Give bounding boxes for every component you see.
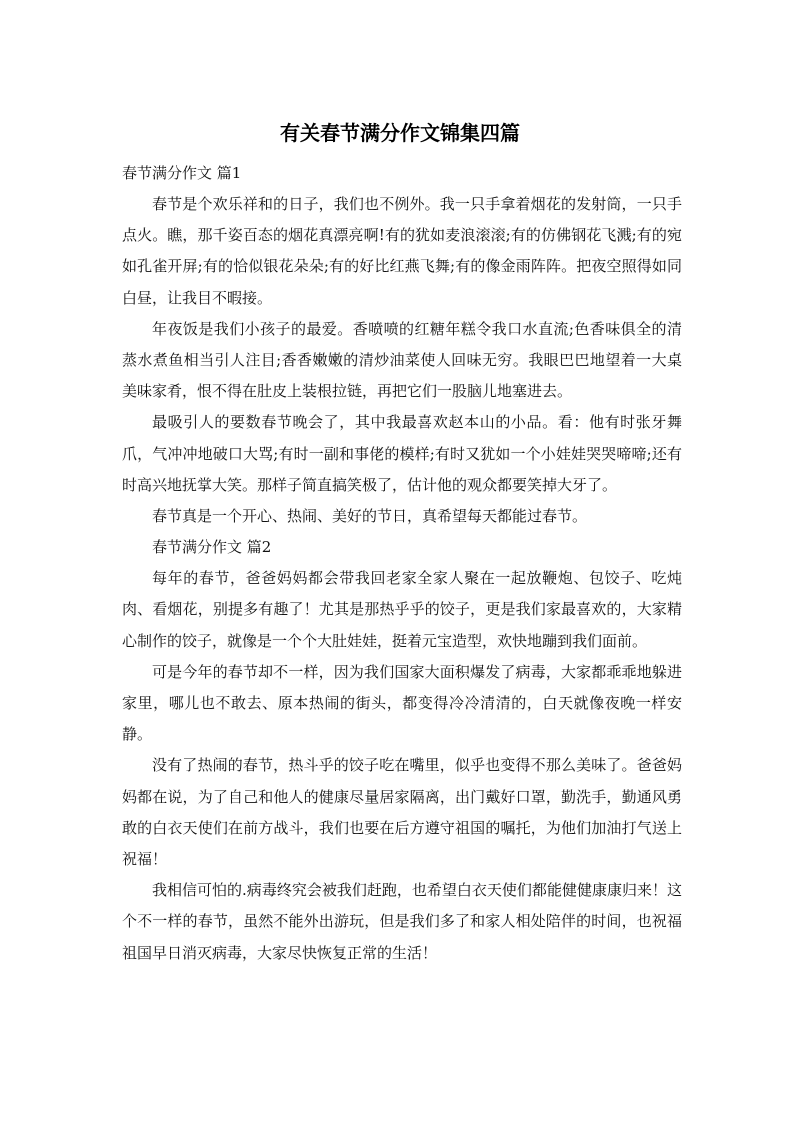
paragraph: 年夜饭是我们小孩子的最爱。香喷喷的红糖年糕令我口水直流;色香味俱全的清蒸水煮鱼相当引人注目;香香嫩嫩的清炒油菜使人回味无穷。我眼巴巴地望着一大桌美味家肴，恨不得在肚皮上装根拉链，再把它们一股脑儿地塞进去。: [122, 319, 682, 401]
essay-section-2: [122, 532, 682, 969]
paragraph: 每年的春节，爸爸妈妈都会带我回老家全家人聚在一起放鞭炮、包饺子、吃炖肉、看烟花，别提多有趣了！尤其是那热乎乎的饺子，更是我们家最喜欢的，大家精心制作的饺子，就像是一个个大肚娃娃，挺着元宝造型，欢快地蹦到我们面前。: [122, 569, 682, 650]
document-body: [122, 158, 682, 969]
section-heading: 春节满分作文 篇2: [152, 538, 272, 557]
paragraph: 最吸引人的要数春节晚会了，其中我最喜欢赵本山的小品。看：他有时张牙舞爪，气冲冲地破口大骂;有时一副和事佬的模样;有时又犹如一个小娃娃哭哭啼啼;还有时高兴地抚掌大笑。那样子简直搞笑极了，估计他的观众都要笑掉大牙了。: [122, 413, 682, 494]
paragraph: 没有了热闹的春节，热斗乎的饺子吃在嘴里，似乎也变得不那么美味了。爸爸妈妈都在说，为了自己和他人的健康尽量居家隔离，出门戴好口罩，勤洗手，勤通风勇敢的白衣天使们在前方战斗，我们也要在后方遵守祖国的嘱托，为他们加油打气送上祝福！: [122, 756, 682, 869]
paragraph: 春节真是一个开心、热闹、美好的节日，真希望每天都能过春节。: [152, 507, 588, 526]
paragraph: 我相信可怕的.病毒终究会被我们赶跑，也希望白衣天使们都能健健康康归来！这个不一样的春节，虽然不能外出游玩，但是我们多了和家人相处陪伴的时间，也祝福祖国早日消灭病毒，大家尽快恢复正常的生活！: [122, 881, 682, 962]
section-heading: 春节满分作文 篇1: [122, 164, 242, 182]
paragraph: 春节是个欢乐祥和的日子，我们也不例外。我一只手拿着烟花的发射筒，一只手点火。瞧，那千姿百态的烟花真漂亮啊!有的犹如麦浪滚滚;有的仿佛钢花飞溅;有的宛如孔雀开屏;有的恰似银花朵朵;有的好比红燕飞舞;有的像金雨阵阵。把夜空照得如同白昼，让我目不暇接。: [122, 195, 682, 307]
paragraph: 可是今年的春节却不一样，因为我们国家大面积爆发了病毒，大家都乖乖地躲进家里，哪儿也不敢去、原本热闹的街头，都变得冷冷清清的，白天就像夜晚一样安静。: [122, 662, 682, 744]
document-title: 有关春节满分作文锦集四篇: [280, 121, 520, 145]
essay-section-1: [122, 158, 682, 532]
